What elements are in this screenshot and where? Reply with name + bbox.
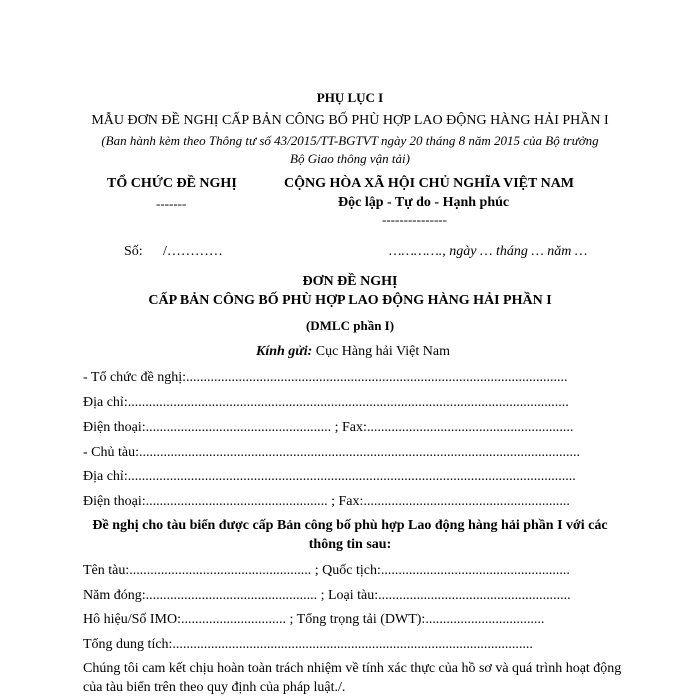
owner-phone-field: Điện thoại:.................................................... ; Fax:........................................................... [83,494,570,509]
recipient-value: Cục Hàng hải Việt Nam [312,344,450,359]
date-line: …………., ngày … tháng … năm … [389,244,588,259]
imo-field: Hô hiệu/Số IMO:.............................. ; Tổng trọng tải (DWT):.................................. [83,612,545,627]
nation-title: CỘNG HÒA XÃ HỘI CHỦ NGHĨA VIỆT NAM [284,176,575,191]
doc-title-line2: CẤP BẢN CÔNG BỐ PHÙ HỢP LAO ĐỘNG HÀNG HẢI PHẦN I [148,293,552,308]
appendix-title: PHỤ LỤC I [316,90,384,105]
org-address-field: Địa chỉ:.............................................................................................................................. [83,395,569,410]
request-line1: Đề nghị cho tàu biển được cấp Bản công bố phù hợp Lao động hàng hải phần I với các [92,518,608,533]
org-dashes: ------- [156,196,187,211]
org-phone-field: Điện thoại:..................................................... ; Fax:........................................................... [83,420,574,435]
commitment-line1: Chúng tôi cam kết chịu hoàn toàn trách nhiệm về tính xác thực của hồ sơ và quá trình hoạt động [83,661,622,676]
nation-motto: Độc lập - Tự do - Hạnh phúc [338,195,510,210]
number-label: Số: [124,244,143,259]
issued-note-line2: Bộ Giao thông vận tải) [290,151,410,166]
recipient-label: Kính gửi: [256,344,313,359]
motto-dashes: --------------- [382,212,447,227]
ship-name-field: Tên tàu:.................................................... ; Quốc tịch:...................................................... [83,563,570,578]
org-label: TỔ CHỨC ĐỀ NGHỊ [107,176,237,191]
gross-tonnage-field: Tổng dung tích:....................................................................................................... [83,637,533,652]
owner-field: - Chủ tàu:.............................................................................................................................. [83,445,580,460]
recipient-line [256,344,450,360]
number-value: /………… [163,244,223,259]
commitment-line2: của tàu biển trên theo quy định của pháp luật./. [83,680,346,695]
doc-title-line3: (DMLC phần I) [305,318,395,333]
request-line2: thông tin sau: [308,537,392,552]
doc-title-line1: ĐƠN ĐỀ NGHỊ [302,274,398,289]
owner-address-field: Địa chỉ:................................................................................................................................ [83,469,576,484]
issued-note-line1: (Ban hành kèm theo Thông tư số 43/2015/TT-BGTVT ngày 20 tháng 8 năm 2015 của Bộ trưởng [101,133,599,148]
built-year-field: Năm đóng:................................................. ; Loại tàu:....................................................... [83,588,571,603]
org-field: - Tổ chức đề nghị:............................................................................................................. [83,370,568,385]
form-title: MẪU ĐƠN ĐỀ NGHỊ CẤP BẢN CÔNG BỐ PHÙ HỢP LAO ĐỘNG HÀNG HẢI PHẦN I [91,113,609,128]
